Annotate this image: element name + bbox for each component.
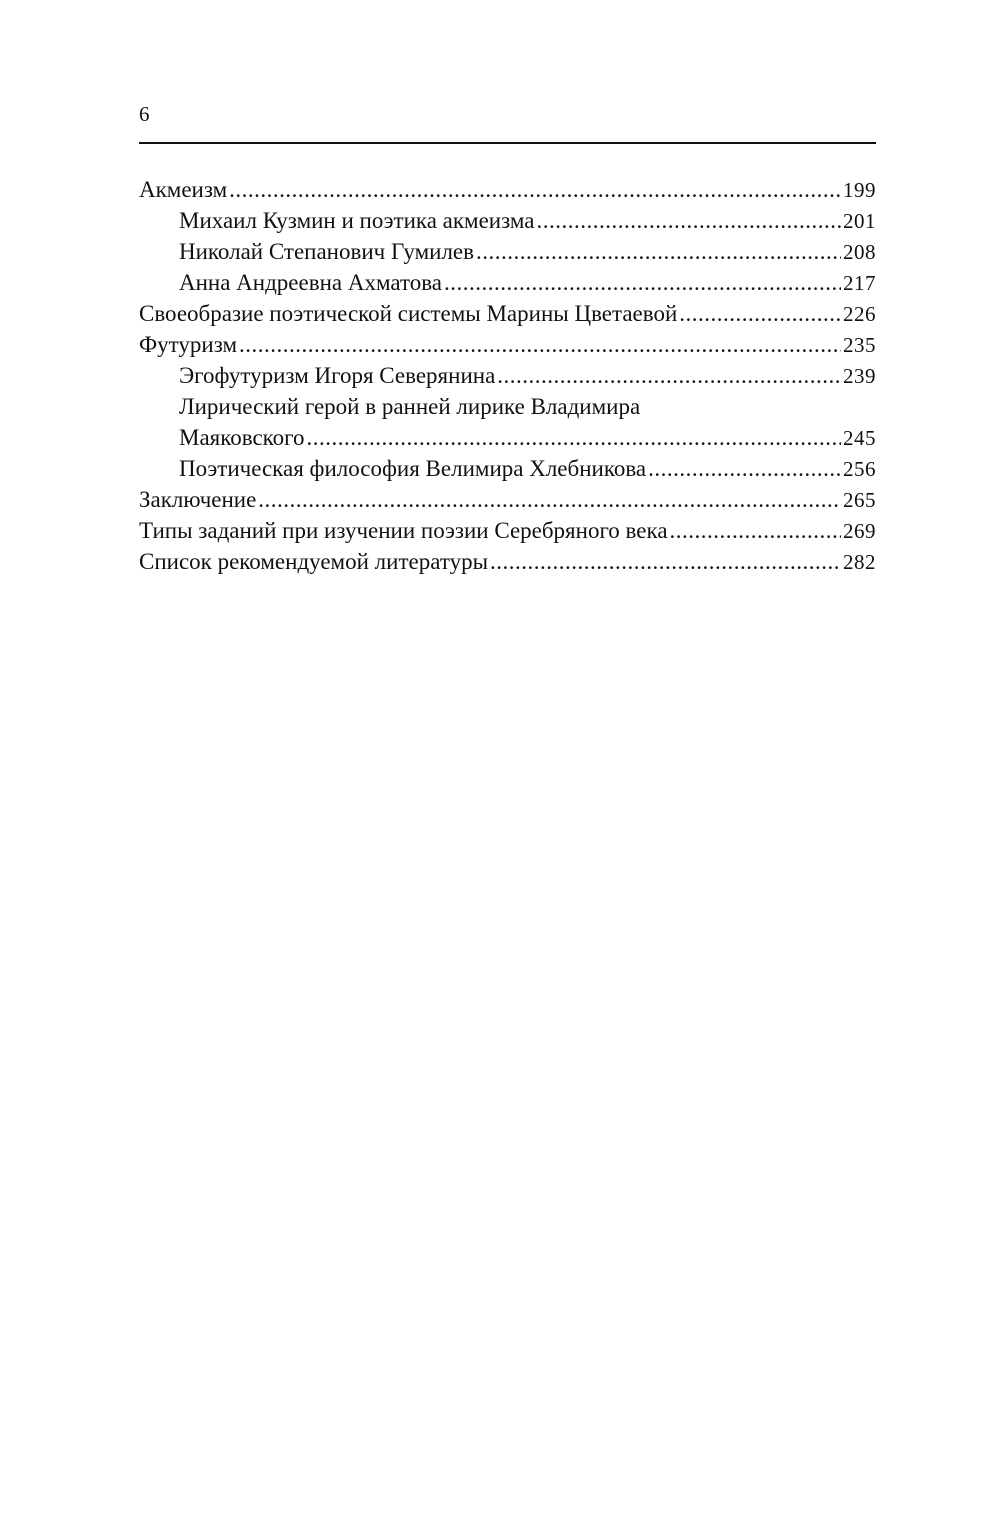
toc-entry-page: 208 xyxy=(843,240,876,264)
toc-entry-page: 245 xyxy=(843,426,876,450)
dot-leader xyxy=(307,422,841,453)
toc-entry-title: Заключение xyxy=(139,487,257,512)
toc-entry-line1[interactable] xyxy=(139,391,876,422)
page-number: 6 xyxy=(139,102,150,126)
toc-entry-page: 201 xyxy=(843,209,876,233)
toc-entry[interactable] xyxy=(139,236,876,267)
toc-entry[interactable] xyxy=(139,546,876,577)
dot-leader xyxy=(679,298,841,329)
toc-entry-page: 199 xyxy=(843,178,876,202)
dot-leader xyxy=(444,267,841,298)
toc-entry[interactable] xyxy=(139,515,876,546)
toc-entry[interactable] xyxy=(139,329,876,360)
dot-leader xyxy=(229,174,841,205)
toc-entry-title: Типы заданий при изучении поэзии Серебряного века xyxy=(139,518,668,543)
toc-entry[interactable] xyxy=(139,174,876,205)
toc-entry-title: Лирический герой в ранней лирике Владимира xyxy=(179,394,641,419)
toc-entry-title: Николай Степанович Гумилев xyxy=(179,239,475,264)
toc-entry-title: Поэтическая философия Велимира Хлебникова xyxy=(179,456,647,481)
dot-leader xyxy=(536,205,841,236)
toc-entry-title: Анна Андреевна Ахматова xyxy=(179,270,442,295)
toc-entry[interactable] xyxy=(139,298,876,329)
toc-entry-line2[interactable] xyxy=(139,422,876,453)
dot-leader xyxy=(490,546,841,577)
toc-entry-page: 265 xyxy=(843,488,876,512)
toc-entry[interactable] xyxy=(139,453,876,484)
toc-entry[interactable] xyxy=(139,360,876,391)
dot-leader xyxy=(670,515,841,546)
table-of-contents xyxy=(139,174,876,577)
toc-entry-title-continued: Маяковского xyxy=(179,425,305,450)
toc-entry-page: 256 xyxy=(843,457,876,481)
dot-leader xyxy=(648,453,841,484)
toc-entry-page: 282 xyxy=(843,550,876,574)
dot-leader xyxy=(497,360,841,391)
toc-entry-page: 217 xyxy=(843,271,876,295)
toc-entry-page: 269 xyxy=(843,519,876,543)
toc-entry-page: 226 xyxy=(843,302,876,326)
header-rule xyxy=(139,142,876,144)
toc-entry[interactable] xyxy=(139,484,876,515)
toc-entry-title: Своеобразие поэтической системы Марины Цветаевой xyxy=(139,301,678,326)
toc-entry-page: 235 xyxy=(843,333,876,357)
toc-entry-page: 239 xyxy=(843,364,876,388)
dot-leader xyxy=(476,236,841,267)
toc-entry-title: Список рекомендуемой литературы xyxy=(139,549,489,574)
toc-entry-title: Акмеизм xyxy=(139,177,228,202)
toc-entry-title: Эгофутуризм Игоря Северянина xyxy=(179,363,496,388)
toc-entry[interactable] xyxy=(139,205,876,236)
toc-entry-title: Михаил Кузмин и поэтика акмеизма xyxy=(179,208,535,233)
dot-leader xyxy=(258,484,841,515)
dot-leader xyxy=(239,329,841,360)
toc-entry-title: Футуризм xyxy=(139,332,238,357)
toc-entry[interactable] xyxy=(139,267,876,298)
